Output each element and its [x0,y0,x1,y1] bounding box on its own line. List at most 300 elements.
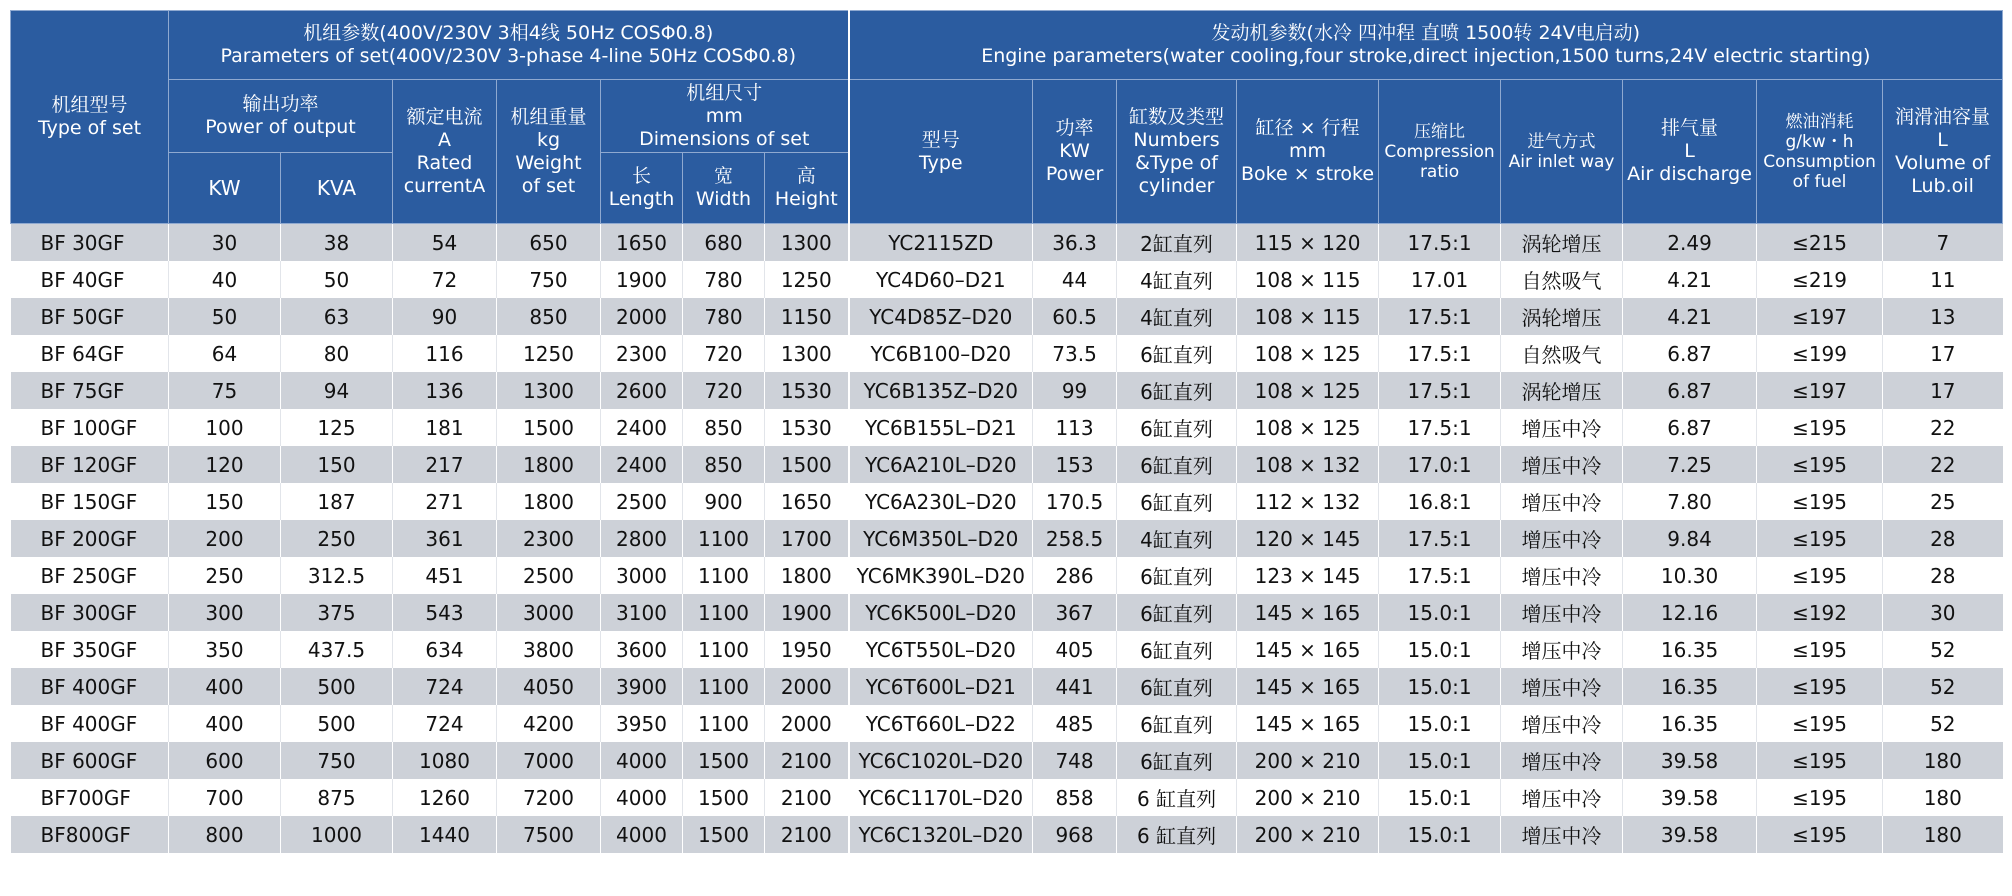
cell-set-model: BF 600GF [11,742,169,779]
cell-width: 1500 [683,742,765,779]
cell-fuel-consumption: ≤199 [1757,335,1883,372]
cell-cylinders: 6缸直列 [1117,372,1237,409]
cell-lub-oil: 17 [1883,335,2003,372]
cell-bore-stroke: 145 × 165 [1237,705,1379,742]
cell-fuel-consumption: ≤219 [1757,261,1883,298]
cell-power: 367 [1033,594,1117,631]
cell-weight: 650 [497,224,601,262]
cell-set-model: BF 64GF [11,335,169,372]
cell-fuel-consumption: ≤195 [1757,446,1883,483]
cell-air-inlet: 涡轮增压 [1501,298,1623,335]
cell-lub-oil: 52 [1883,631,2003,668]
cell-height: 1150 [765,298,849,335]
cell-compression-ratio: 17.01 [1379,261,1501,298]
cell-kw: 400 [169,668,281,705]
cell-engine-type: YC6T660L–D22 [849,705,1033,742]
header-bore-stroke: 缸径 × 行程 mm Boke × stroke [1237,80,1379,224]
cell-length: 3900 [601,668,683,705]
header-output-power: 输出功率 Power of output [169,80,393,153]
cell-compression-ratio: 15.0:1 [1379,779,1501,816]
cell-cylinders: 6缸直列 [1117,483,1237,520]
cell-kva: 437.5 [281,631,393,668]
cell-air-inlet: 增压中冷 [1501,742,1623,779]
cell-lub-oil: 17 [1883,372,2003,409]
cell-power: 36.3 [1033,224,1117,262]
cell-compression-ratio: 17.5:1 [1379,224,1501,262]
table-row [11,705,2003,742]
header-set-model: 机组型号 Type of set [11,11,169,224]
cell-power: 44 [1033,261,1117,298]
header-fuel-consumption: 燃油消耗 g/kw・h Consumption of fuel [1757,80,1883,224]
cell-air-discharge: 2.49 [1623,224,1757,262]
cell-bore-stroke: 108 × 125 [1237,335,1379,372]
cell-lub-oil: 22 [1883,446,2003,483]
cell-air-discharge: 4.21 [1623,298,1757,335]
header-kva: KVA [281,153,393,224]
cell-air-inlet: 增压中冷 [1501,557,1623,594]
cell-air-inlet: 增压中冷 [1501,409,1623,446]
cell-set-model: BF700GF [11,779,169,816]
cell-kva: 875 [281,779,393,816]
cell-width: 720 [683,372,765,409]
cell-engine-type: YC6K500L–D20 [849,594,1033,631]
cell-height: 2100 [765,779,849,816]
cell-power: 113 [1033,409,1117,446]
cell-kw: 200 [169,520,281,557]
cell-compression-ratio: 17.5:1 [1379,557,1501,594]
cell-fuel-consumption: ≤195 [1757,779,1883,816]
cell-kw: 800 [169,816,281,853]
cell-air-inlet: 自然吸气 [1501,335,1623,372]
cell-engine-type: YC6MK390L–D20 [849,557,1033,594]
cell-air-discharge: 7.80 [1623,483,1757,520]
cell-compression-ratio: 17.0:1 [1379,446,1501,483]
cell-rated-current: 181 [393,409,497,446]
cell-rated-current: 451 [393,557,497,594]
cell-cylinders: 6缸直列 [1117,409,1237,446]
cell-kw: 50 [169,298,281,335]
cell-rated-current: 724 [393,668,497,705]
cell-fuel-consumption: ≤195 [1757,557,1883,594]
cell-air-discharge: 10.30 [1623,557,1757,594]
table-row [11,742,2003,779]
cell-length: 4000 [601,816,683,853]
table-row [11,224,2003,262]
cell-width: 1100 [683,705,765,742]
cell-compression-ratio: 15.0:1 [1379,816,1501,853]
table-row [11,557,2003,594]
cell-power: 968 [1033,816,1117,853]
cell-width: 720 [683,335,765,372]
cell-bore-stroke: 123 × 145 [1237,557,1379,594]
cell-width: 1500 [683,816,765,853]
cell-air-discharge: 39.58 [1623,742,1757,779]
table-row [11,298,2003,335]
table-row [11,409,2003,446]
cell-cylinders: 6缸直列 [1117,705,1237,742]
cell-kw: 75 [169,372,281,409]
cell-height: 1950 [765,631,849,668]
cell-rated-current: 54 [393,224,497,262]
cell-kva: 750 [281,742,393,779]
cell-fuel-consumption: ≤195 [1757,483,1883,520]
cell-engine-type: YC6B135Z–D20 [849,372,1033,409]
cell-air-discharge: 9.84 [1623,520,1757,557]
cell-kva: 150 [281,446,393,483]
cell-length: 3000 [601,557,683,594]
cell-height: 2000 [765,705,849,742]
table-row [11,631,2003,668]
cell-air-inlet: 增压中冷 [1501,631,1623,668]
cell-set-model: BF 350GF [11,631,169,668]
header-dimensions: 机组尺寸 mm Dimensions of set [601,80,849,153]
cell-bore-stroke: 120 × 145 [1237,520,1379,557]
cell-weight: 7500 [497,816,601,853]
cell-compression-ratio: 17.5:1 [1379,298,1501,335]
cell-width: 680 [683,224,765,262]
cell-power: 170.5 [1033,483,1117,520]
cell-fuel-consumption: ≤195 [1757,409,1883,446]
header-cylinders: 缸数及类型 Numbers &Type of cylinder [1117,80,1237,224]
cell-height: 1250 [765,261,849,298]
cell-width: 780 [683,261,765,298]
cell-engine-type: YC6B155L–D21 [849,409,1033,446]
header-engine-parameters: 发动机参数(水冷 四冲程 直喷 1500转 24V电启动) Engine parameters(water cooling,four stroke,direct injection,1500 turns,24V electric starting) [849,11,2003,80]
cell-fuel-consumption: ≤195 [1757,520,1883,557]
cell-air-discharge: 16.35 [1623,705,1757,742]
cell-kva: 125 [281,409,393,446]
cell-bore-stroke: 200 × 210 [1237,816,1379,853]
cell-width: 900 [683,483,765,520]
cell-cylinders: 4缸直列 [1117,261,1237,298]
cell-kva: 500 [281,668,393,705]
cell-width: 1100 [683,668,765,705]
header-air-discharge: 排气量 L Air discharge [1623,80,1757,224]
cell-fuel-consumption: ≤195 [1757,705,1883,742]
cell-kw: 600 [169,742,281,779]
cell-rated-current: 116 [393,335,497,372]
cell-power: 153 [1033,446,1117,483]
cell-weight: 4050 [497,668,601,705]
cell-air-inlet: 增压中冷 [1501,446,1623,483]
header-weight: 机组重量 kg Weight of set [497,80,601,224]
cell-compression-ratio: 15.0:1 [1379,742,1501,779]
cell-engine-type: YC6A210L–D20 [849,446,1033,483]
cell-air-inlet: 增压中冷 [1501,668,1623,705]
cell-cylinders: 6 缸直列 [1117,779,1237,816]
cell-set-model: BF 400GF [11,705,169,742]
cell-lub-oil: 180 [1883,816,2003,853]
cell-rated-current: 90 [393,298,497,335]
header-height: 高 Height [765,153,849,224]
cell-lub-oil: 13 [1883,298,2003,335]
cell-bore-stroke: 200 × 210 [1237,742,1379,779]
cell-bore-stroke: 200 × 210 [1237,779,1379,816]
cell-rated-current: 724 [393,705,497,742]
cell-kw: 700 [169,779,281,816]
cell-length: 3100 [601,594,683,631]
cell-lub-oil: 180 [1883,742,2003,779]
cell-width: 1100 [683,631,765,668]
cell-engine-type: YC6T600L–D21 [849,668,1033,705]
cell-rated-current: 217 [393,446,497,483]
cell-width: 1500 [683,779,765,816]
cell-bore-stroke: 108 × 115 [1237,298,1379,335]
header-kw: KW [169,153,281,224]
cell-power: 485 [1033,705,1117,742]
cell-air-discharge: 6.87 [1623,372,1757,409]
cell-cylinders: 6缸直列 [1117,742,1237,779]
cell-weight: 1250 [497,335,601,372]
cell-kw: 150 [169,483,281,520]
cell-height: 1300 [765,335,849,372]
cell-cylinders: 6缸直列 [1117,446,1237,483]
cell-fuel-consumption: ≤197 [1757,372,1883,409]
cell-air-discharge: 16.35 [1623,668,1757,705]
cell-engine-type: YC2115ZD [849,224,1033,262]
cell-fuel-consumption: ≤195 [1757,668,1883,705]
cell-set-model: BF 200GF [11,520,169,557]
cell-air-inlet: 自然吸气 [1501,261,1623,298]
header-rated-current: 额定电流 A Rated currentA [393,80,497,224]
table-row [11,483,2003,520]
cell-width: 850 [683,446,765,483]
cell-cylinders: 6缸直列 [1117,335,1237,372]
cell-compression-ratio: 17.5:1 [1379,335,1501,372]
cell-kva: 250 [281,520,393,557]
cell-kw: 350 [169,631,281,668]
cell-compression-ratio: 17.5:1 [1379,520,1501,557]
cell-engine-type: YC6B100–D20 [849,335,1033,372]
cell-compression-ratio: 15.0:1 [1379,594,1501,631]
cell-engine-type: YC6C1320L–D20 [849,816,1033,853]
cell-rated-current: 271 [393,483,497,520]
cell-lub-oil: 22 [1883,409,2003,446]
cell-length: 4000 [601,742,683,779]
cell-bore-stroke: 108 × 125 [1237,372,1379,409]
cell-power: 73.5 [1033,335,1117,372]
cell-weight: 3800 [497,631,601,668]
cell-kw: 64 [169,335,281,372]
cell-engine-type: YC4D60–D21 [849,261,1033,298]
cell-air-inlet: 涡轮增压 [1501,224,1623,262]
cell-rated-current: 1080 [393,742,497,779]
cell-rated-current: 634 [393,631,497,668]
cell-rated-current: 361 [393,520,497,557]
cell-rated-current: 136 [393,372,497,409]
cell-fuel-consumption: ≤195 [1757,631,1883,668]
table-row [11,446,2003,483]
header-air-inlet: 进气方式 Air inlet way [1501,80,1623,224]
cell-air-discharge: 6.87 [1623,335,1757,372]
cell-power: 60.5 [1033,298,1117,335]
spec-table-container [10,10,2002,853]
cell-set-model: BF 400GF [11,668,169,705]
cell-cylinders: 4缸直列 [1117,298,1237,335]
cell-fuel-consumption: ≤195 [1757,742,1883,779]
cell-length: 2300 [601,335,683,372]
cell-kva: 94 [281,372,393,409]
cell-lub-oil: 25 [1883,483,2003,520]
cell-set-model: BF 75GF [11,372,169,409]
cell-compression-ratio: 15.0:1 [1379,668,1501,705]
cell-kw: 120 [169,446,281,483]
cell-power: 858 [1033,779,1117,816]
cell-kva: 187 [281,483,393,520]
cell-kva: 50 [281,261,393,298]
table-header [11,11,2003,224]
cell-lub-oil: 11 [1883,261,2003,298]
cell-height: 1530 [765,409,849,446]
cell-weight: 1500 [497,409,601,446]
cell-lub-oil: 52 [1883,668,2003,705]
cell-length: 3600 [601,631,683,668]
cell-engine-type: YC4D85Z–D20 [849,298,1033,335]
cell-kva: 500 [281,705,393,742]
cell-air-inlet: 增压中冷 [1501,779,1623,816]
cell-engine-type: YC6T550L–D20 [849,631,1033,668]
cell-kva: 80 [281,335,393,372]
cell-compression-ratio: 17.5:1 [1379,409,1501,446]
cell-height: 1650 [765,483,849,520]
cell-power: 286 [1033,557,1117,594]
cell-fuel-consumption: ≤197 [1757,298,1883,335]
cell-power: 405 [1033,631,1117,668]
cell-kw: 300 [169,594,281,631]
cell-height: 1530 [765,372,849,409]
cell-weight: 4200 [497,705,601,742]
cell-weight: 850 [497,298,601,335]
cell-length: 2500 [601,483,683,520]
table-row [11,816,2003,853]
header-set-parameters: 机组参数(400V/230V 3相4线 50Hz COSΦ0.8) Parameters of set(400V/230V 3-phase 4-line 50Hz COSΦ0.8) [169,11,849,80]
cell-rated-current: 72 [393,261,497,298]
cell-height: 2100 [765,816,849,853]
cell-lub-oil: 28 [1883,520,2003,557]
cell-set-model: BF 250GF [11,557,169,594]
cell-set-model: BF 30GF [11,224,169,262]
cell-air-discharge: 6.87 [1623,409,1757,446]
cell-power: 748 [1033,742,1117,779]
header-length: 长 Length [601,153,683,224]
cell-height: 2100 [765,742,849,779]
cell-height: 1500 [765,446,849,483]
cell-kw: 100 [169,409,281,446]
cell-length: 2800 [601,520,683,557]
table-row [11,261,2003,298]
cell-engine-type: YC6M350L–D20 [849,520,1033,557]
cell-air-discharge: 16.35 [1623,631,1757,668]
cell-bore-stroke: 145 × 165 [1237,594,1379,631]
cell-cylinders: 6缸直列 [1117,631,1237,668]
cell-bore-stroke: 108 × 125 [1237,409,1379,446]
cell-height: 1800 [765,557,849,594]
table-body [11,224,2003,854]
cell-width: 1100 [683,557,765,594]
cell-length: 4000 [601,779,683,816]
cell-weight: 7000 [497,742,601,779]
generator-spec-table [10,10,2003,853]
cell-lub-oil: 7 [1883,224,2003,262]
cell-weight: 750 [497,261,601,298]
table-row [11,668,2003,705]
cell-engine-type: YC6C1170L–D20 [849,779,1033,816]
table-row [11,520,2003,557]
cell-rated-current: 543 [393,594,497,631]
header-lub-oil: 润滑油容量 L Volume of Lub.oil [1883,80,2003,224]
cell-bore-stroke: 145 × 165 [1237,668,1379,705]
cell-bore-stroke: 108 × 132 [1237,446,1379,483]
cell-length: 2400 [601,446,683,483]
cell-air-inlet: 增压中冷 [1501,705,1623,742]
cell-set-model: BF 100GF [11,409,169,446]
cell-width: 1100 [683,520,765,557]
cell-set-model: BF 150GF [11,483,169,520]
cell-compression-ratio: 15.0:1 [1379,705,1501,742]
cell-air-discharge: 7.25 [1623,446,1757,483]
cell-air-inlet: 增压中冷 [1501,520,1623,557]
cell-air-inlet: 增压中冷 [1501,594,1623,631]
table-row [11,372,2003,409]
cell-weight: 1300 [497,372,601,409]
header-engine-type: 型号 Type [849,80,1033,224]
cell-width: 850 [683,409,765,446]
cell-power: 441 [1033,668,1117,705]
cell-kva: 63 [281,298,393,335]
cell-weight: 1800 [497,483,601,520]
cell-height: 1300 [765,224,849,262]
header-width: 宽 Width [683,153,765,224]
cell-kva: 312.5 [281,557,393,594]
cell-cylinders: 4缸直列 [1117,520,1237,557]
cell-weight: 3000 [497,594,601,631]
cell-height: 1700 [765,520,849,557]
cell-set-model: BF 50GF [11,298,169,335]
cell-rated-current: 1260 [393,779,497,816]
cell-lub-oil: 28 [1883,557,2003,594]
cell-set-model: BF 40GF [11,261,169,298]
cell-length: 1900 [601,261,683,298]
cell-cylinders: 2缸直列 [1117,224,1237,262]
cell-air-discharge: 39.58 [1623,779,1757,816]
cell-cylinders: 6 缸直列 [1117,816,1237,853]
cell-weight: 2500 [497,557,601,594]
cell-length: 3950 [601,705,683,742]
cell-lub-oil: 30 [1883,594,2003,631]
cell-set-model: BF 120GF [11,446,169,483]
cell-kw: 30 [169,224,281,262]
cell-weight: 2300 [497,520,601,557]
cell-width: 780 [683,298,765,335]
cell-kw: 40 [169,261,281,298]
cell-compression-ratio: 16.8:1 [1379,483,1501,520]
cell-air-discharge: 12.16 [1623,594,1757,631]
cell-kva: 375 [281,594,393,631]
cell-lub-oil: 52 [1883,705,2003,742]
cell-air-discharge: 39.58 [1623,816,1757,853]
table-row [11,594,2003,631]
cell-length: 2600 [601,372,683,409]
cell-bore-stroke: 145 × 165 [1237,631,1379,668]
cell-fuel-consumption: ≤195 [1757,816,1883,853]
cell-bore-stroke: 108 × 115 [1237,261,1379,298]
cell-air-discharge: 4.21 [1623,261,1757,298]
table-row [11,335,2003,372]
cell-air-inlet: 增压中冷 [1501,816,1623,853]
cell-set-model: BF800GF [11,816,169,853]
cell-fuel-consumption: ≤192 [1757,594,1883,631]
cell-air-inlet: 增压中冷 [1501,483,1623,520]
